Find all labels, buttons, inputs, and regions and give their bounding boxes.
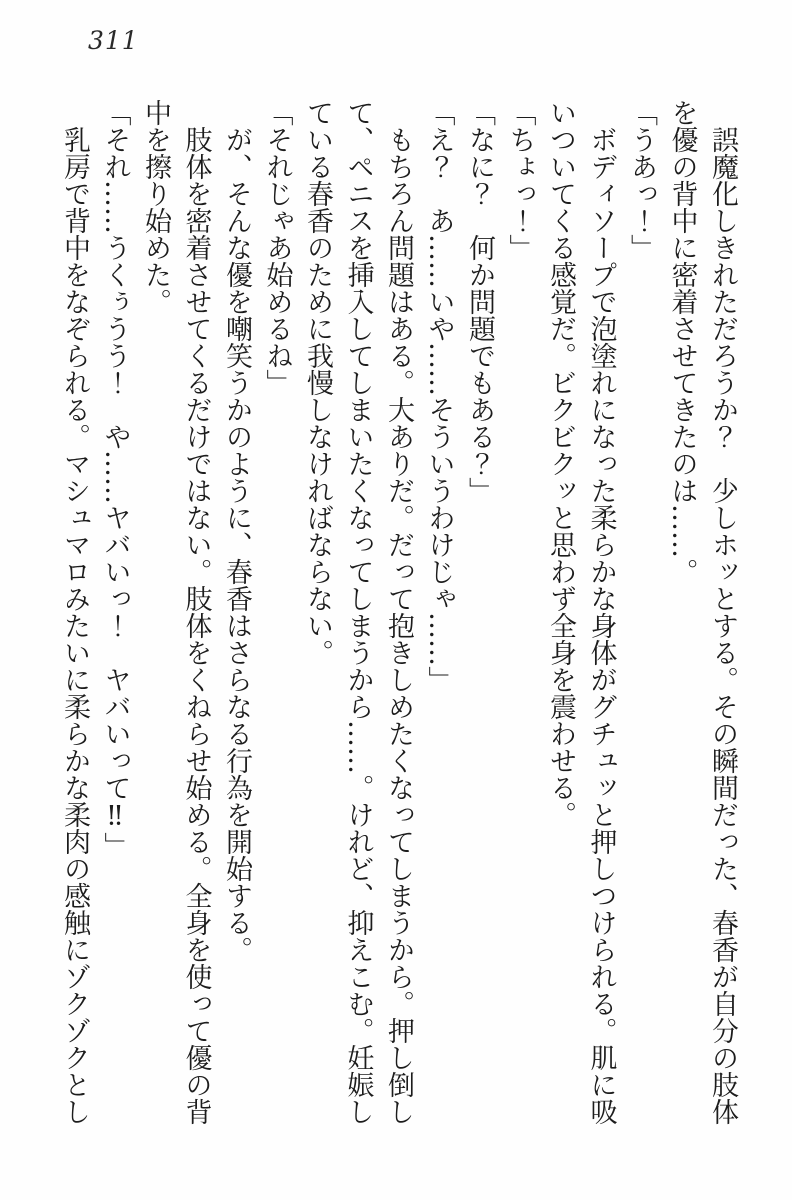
paragraph-narration: もちろん問題はある。大ありだ。だって抱きしめたくなってしまうから。押し倒して、ペニスを挿入してしまいたくなってしまうから……。けれど、抑えこむ。妊娠している春香のために我慢しなければならない。: [302, 99, 414, 1125]
paragraph-narration: 誤魔化しきれただろうか？ 少しホッとする。その瞬間だった、春香が自分の肢体を優の背中に密着させてきたのは……。: [666, 99, 738, 1125]
paragraph-dialogue: 「なに？ 何か問題でもある？」: [464, 99, 495, 504]
paragraph-dialogue: 「それ……うくぅうう！ や……ヤバいっ！ ヤバいって‼」: [99, 99, 131, 859]
paragraph-dialogue: 「え？ あ……いや……そういうわけじゃ……」: [423, 99, 455, 693]
paragraph-narration: 肢体を密着させてくるだけではない。肢体をくねらせ始める。全身を使って優の背中を擦り始めた。: [140, 99, 212, 1125]
page-number: 311: [88, 26, 139, 55]
paragraph-narration: ボディソープで泡塗れになった柔らかな身体がグチュッと押しつけられる。肌に吸いついてくる感覚だ。ビクビクッと思わず全身を震わせる。: [545, 99, 617, 1125]
paragraph-dialogue: 「ちょっ！」: [504, 99, 536, 261]
paragraph-narration: 乳房で背中をなぞられる。マシュマロみたいに柔らかな柔肉の感触にゾクゾクとし: [59, 99, 90, 1125]
text-block: [54, 99, 743, 1125]
paragraph-dialogue: 「うあっ！」: [626, 99, 657, 261]
paragraph-dialogue: 「それじゃあ始めるね」: [261, 99, 293, 396]
paragraph-narration: が、そんな優を嘲笑うかのように、春香はさらなる行為を開始する。: [221, 99, 252, 963]
